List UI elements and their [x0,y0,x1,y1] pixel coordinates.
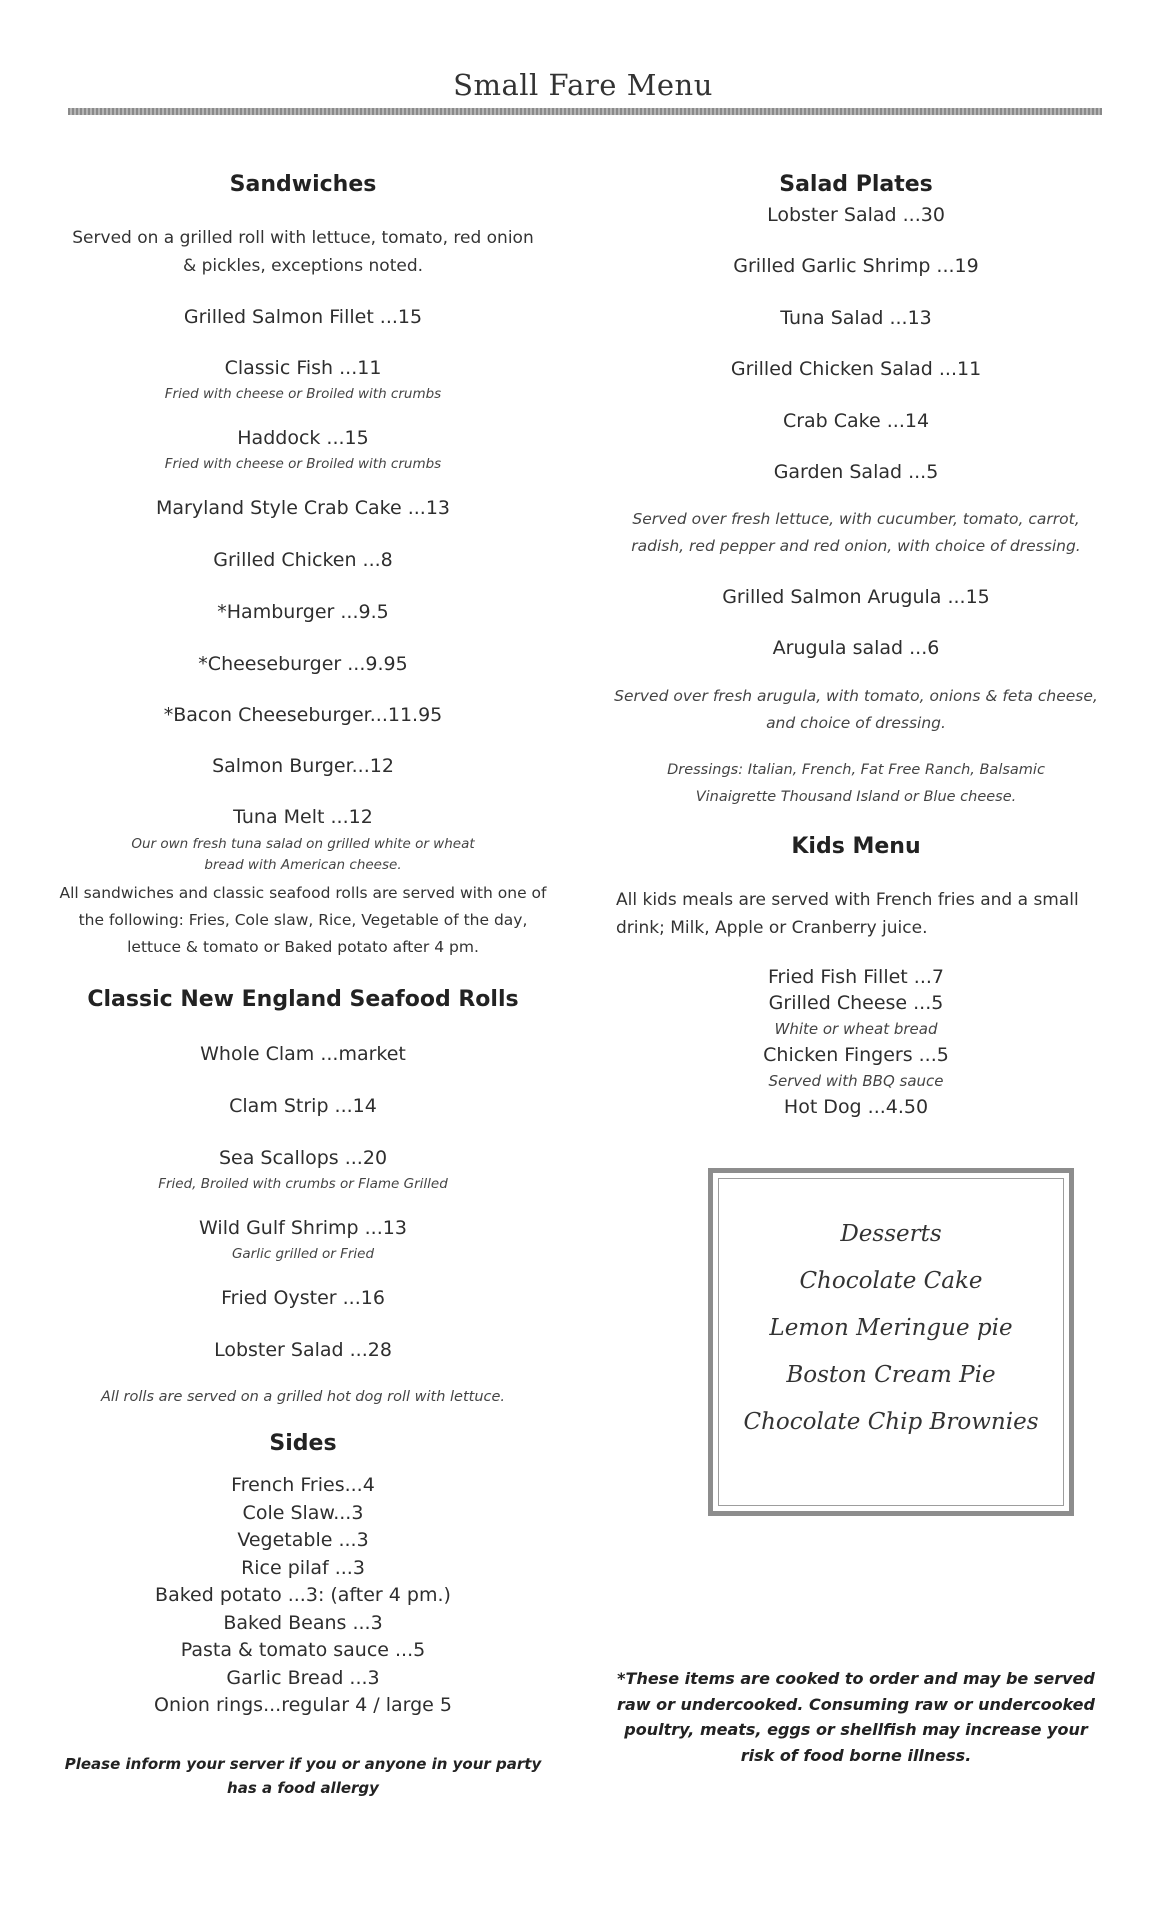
salad-item: Arugula salad ...6 [772,637,940,659]
salad-item: Grilled Garlic Shrimp ...19 [733,255,979,277]
kids-item: Fried Fish Fillet ...7 [767,966,944,988]
salad-item: Grilled Salmon Arugula ...15 [722,586,990,608]
kids-item-note: White or wheat bread [774,1020,938,1038]
dessert-item: Chocolate Chip Brownies [743,1409,1039,1435]
side-item: Rice pilaf ...3 [241,1556,365,1579]
sandwich-note: Fried with cheese or Broiled with crumbs [164,386,442,402]
kids-item: Hot Dog ...4.50 [783,1096,929,1118]
side-item: Onion rings...regular 4 / large 5 [154,1694,452,1716]
dessert-item: Boston Cream Pie [786,1362,996,1388]
kids-menu-heading: Kids Menu [791,834,921,859]
sandwiches-footer: All sandwiches and classic seafood rolls are served with one of the following: Fries, Cole slaw, Rice, Vegetable of the day, lettuce & tomato or Baked potato after 4 pm. [59,884,547,956]
seafood-rolls-heading: Classic New England Seafood Rolls [87,987,519,1012]
allergy-note: Please inform your server if you or anyone in your party has a food allergy [64,1755,542,1797]
salad-plates-heading: Salad Plates [779,172,933,197]
seafood-roll-item: Wild Gulf Shrimp ...13 [199,1217,407,1239]
side-item: Garlic Bread ...3 [226,1666,380,1689]
dessert-item: Lemon Meringue pie [769,1315,1013,1341]
sides-list [58,1472,548,1720]
seafood-roll-item: Lobster Salad ...28 [214,1339,392,1361]
sandwich-note: Fried with cheese or Broiled with crumbs [164,456,442,472]
side-item: Baked Beans ...3 [223,1611,383,1634]
seafood-roll-item: Sea Scallops ...20 [218,1147,388,1169]
salad-item: Garden Salad ...5 [773,461,939,483]
arugula-note: Served over fresh arugula, with tomato, onions & feta cheese, and choice of dressing. [614,687,1098,732]
seafood-roll-item: Clam Strip ...14 [229,1095,377,1117]
garden-salad-note: Served over fresh lettuce, with cucumber, tomato, carrot, radish, red pepper and red onion, with choice of dressing. [631,510,1081,555]
raw-food-warning: *These items are cooked to order and may be served raw or undercooked. Consuming raw or undercooked poultry, meats, eggs or shellfish may increase your risk of food borne illness. [617,1669,1095,1765]
side-item: Pasta & tomato sauce ...5 [180,1639,426,1661]
seafood-roll-item: Fried Oyster ...16 [221,1287,385,1309]
sandwich-item: Grilled Salmon Fillet ...15 [183,306,423,328]
kids-item: Grilled Cheese ...5 [768,992,944,1014]
dressings-note: Dressings: Italian, French, Fat Free Ranch, Balsamic Vinaigrette Thousand Island or Blue cheese. [667,762,1045,805]
sandwiches-heading: Sandwiches [229,172,377,197]
salad-item: Crab Cake ...14 [782,410,930,432]
side-item: Baked potato ...3: (after 4 pm.) [155,1584,451,1606]
kids-menu-intro: All kids meals are served with French fries and a small drink; Milk, Apple or Cranberry juice. [616,890,1079,938]
seafood-rolls-footer: All rolls are served on a grilled hot dog roll with lettuce. [100,1389,506,1405]
sandwich-item: Grilled Chicken ...8 [213,549,393,571]
salad-item: Lobster Salad ...30 [767,204,945,226]
seafood-roll-note: Garlic grilled or Fried [231,1246,375,1262]
side-item: Vegetable ...3 [237,1529,369,1551]
seafood-roll-item: Whole Clam ...market [200,1043,406,1065]
salad-item: Tuna Salad ...13 [780,307,932,329]
side-item: French Fries...4 [231,1474,375,1496]
side-item: Cole Slaw...3 [242,1501,364,1524]
sandwich-item: *Bacon Cheeseburger...11.95 [163,704,443,726]
desserts-inner-frame [718,1178,1064,1506]
sandwiches-intro: Served on a grilled roll with lettuce, tomato, red onion & pickles, exceptions noted. [72,228,534,276]
seafood-roll-note: Fried, Broiled with crumbs or Flame Grilled [158,1176,448,1192]
desserts-heading: Desserts [840,1221,942,1247]
kids-item: Chicken Fingers ...5 [763,1044,949,1066]
dessert-item: Chocolate Cake [799,1268,983,1294]
sandwich-item: Classic Fish ...11 [224,357,382,379]
sandwich-item: Haddock ...15 [237,427,369,449]
kids-item-note: Served with BBQ sauce [768,1072,944,1090]
page-title: Small Fare Menu [453,68,713,102]
desserts-box [708,1168,1074,1516]
sandwich-item: Maryland Style Crab Cake ...13 [156,497,450,519]
kids-menu-list [606,964,1106,1120]
sandwich-item: Salmon Burger...12 [212,755,394,777]
sandwich-item: *Cheeseburger ...9.95 [198,653,408,675]
salad-item: Grilled Chicken Salad ...11 [730,358,982,380]
title-divider [68,108,1102,115]
sandwich-note: Our own fresh tuna salad on grilled white or wheat bread with American cheese. [131,836,475,873]
sandwich-item: *Hamburger ...9.5 [217,601,389,623]
sides-heading: Sides [269,1431,337,1456]
sandwich-item: Tuna Melt ...12 [233,806,373,828]
